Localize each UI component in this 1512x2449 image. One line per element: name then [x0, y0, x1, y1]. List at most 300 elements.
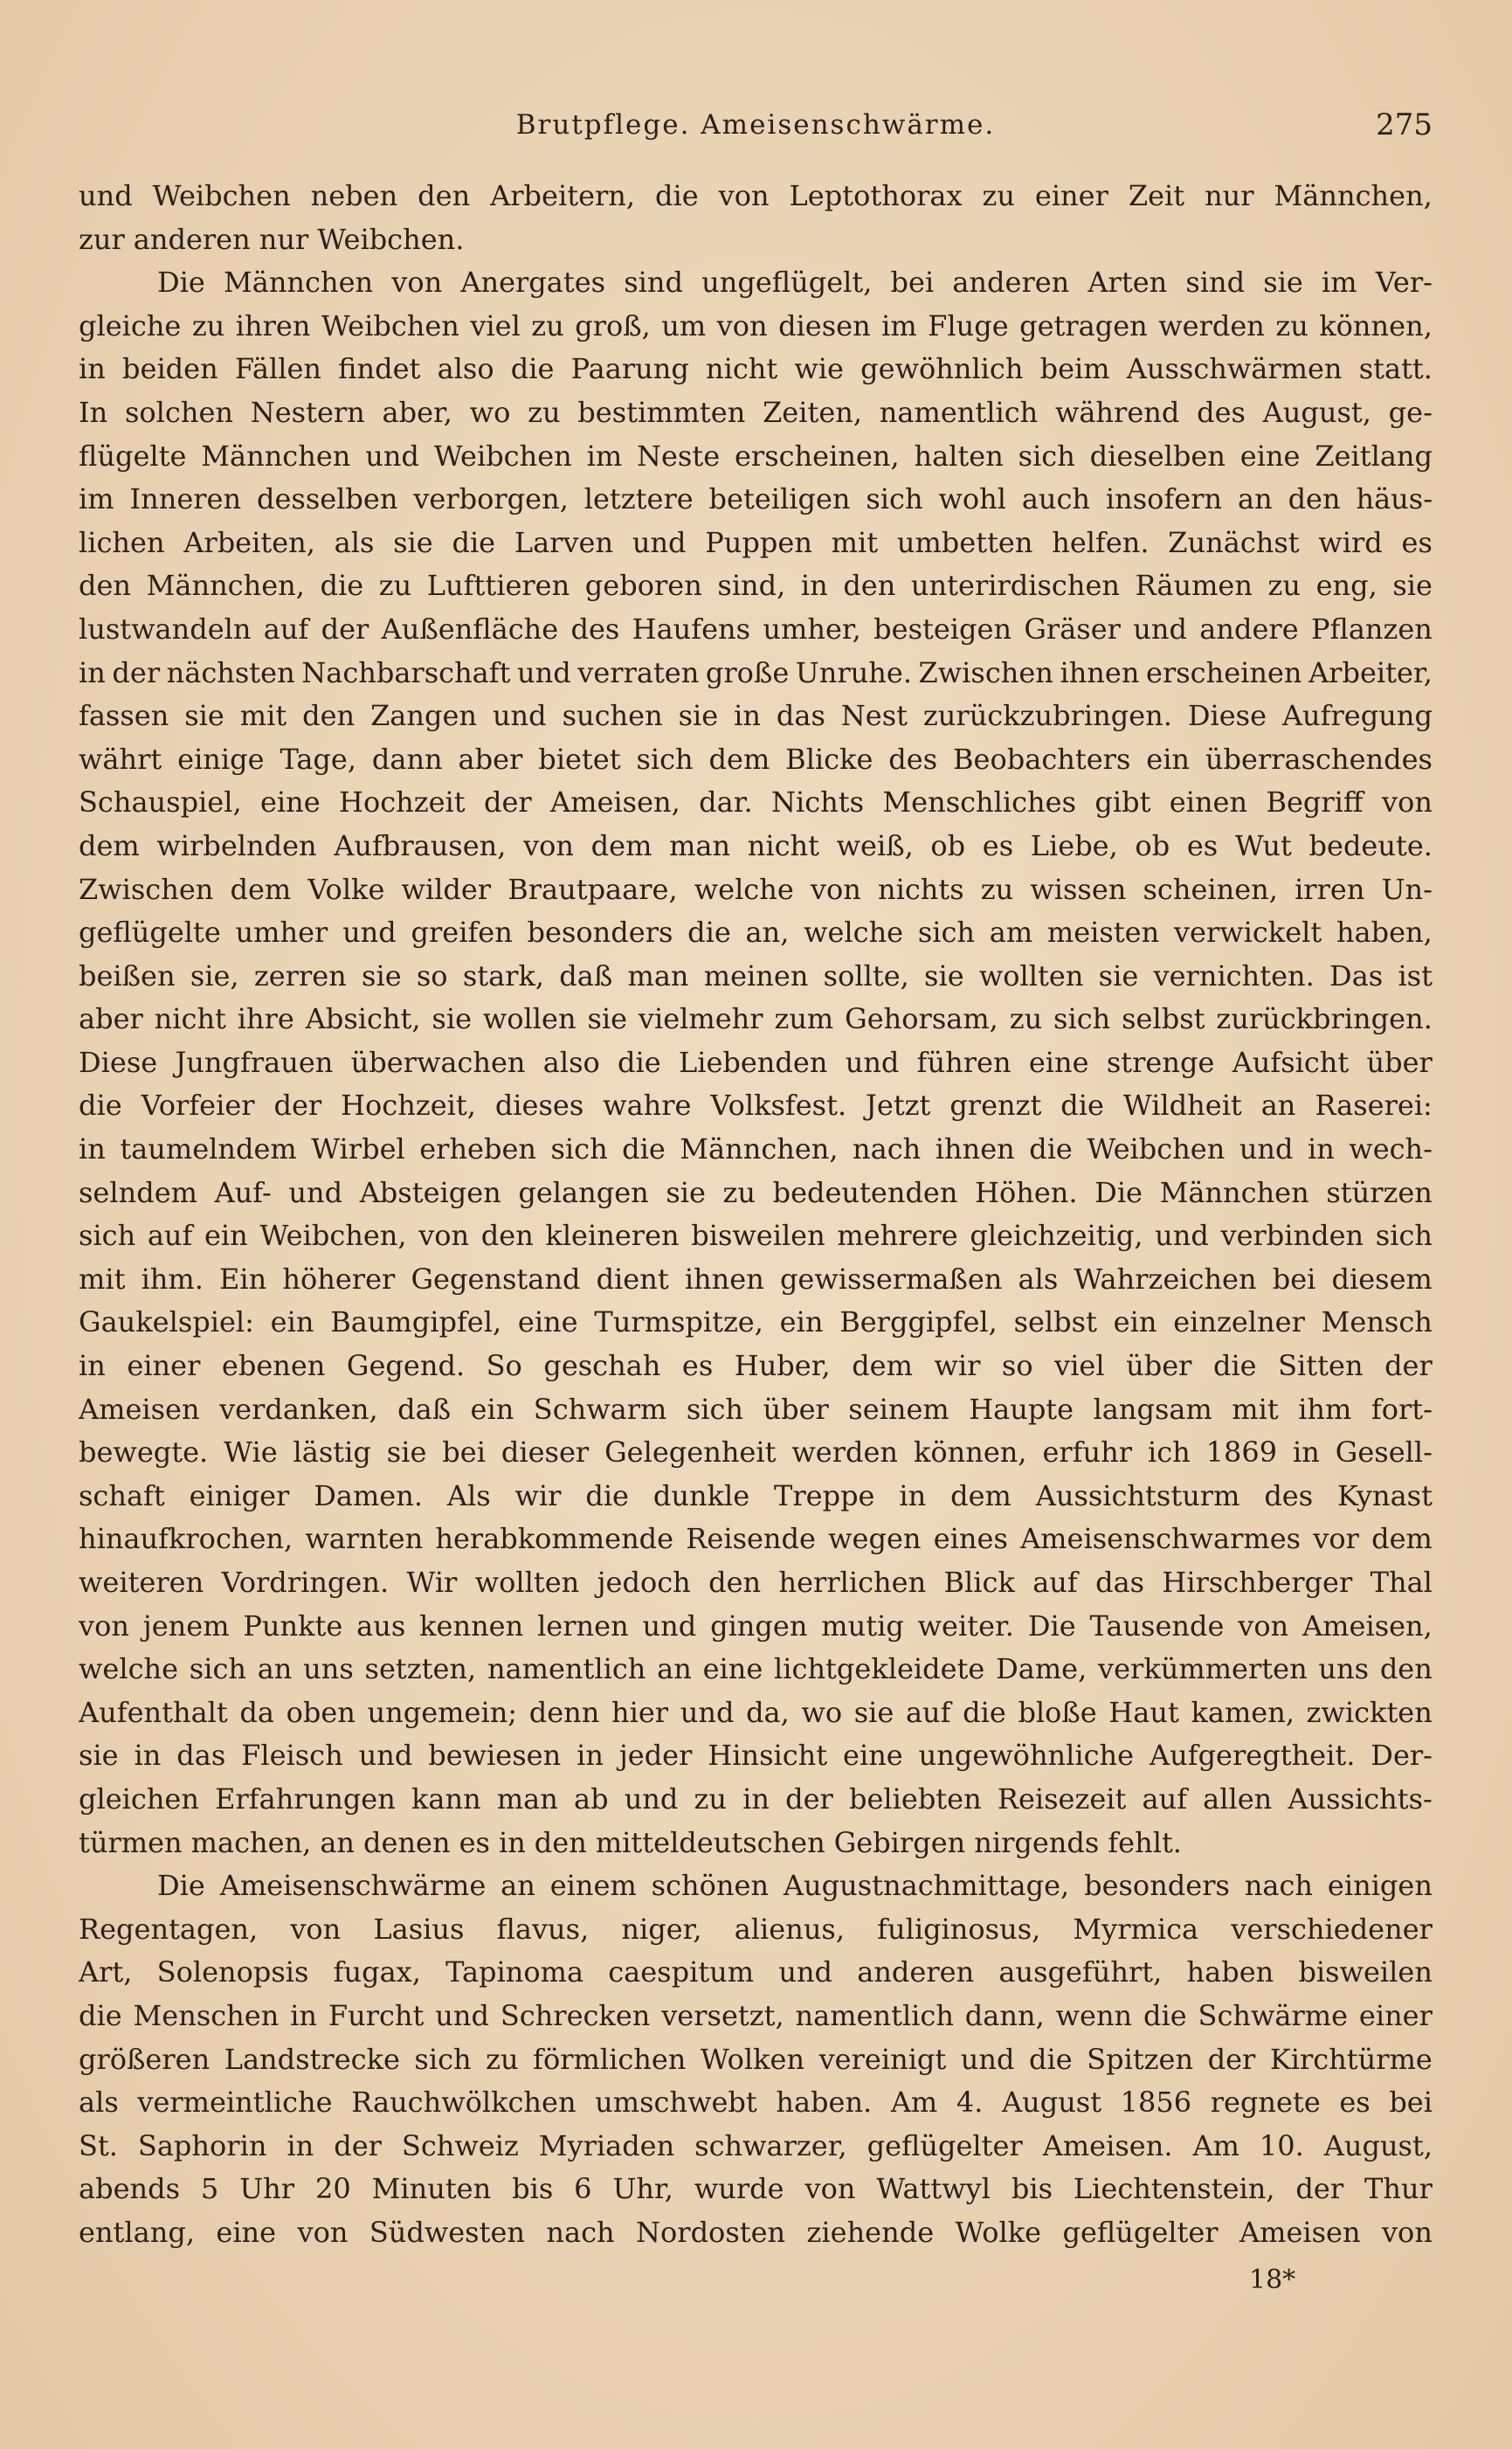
word: nicht	[706, 352, 778, 386]
word: gelangen	[518, 1175, 649, 1209]
word: höherer	[282, 1262, 396, 1296]
word: lernen	[537, 1608, 629, 1643]
word: also	[542, 1045, 600, 1079]
word: da,	[746, 1695, 790, 1729]
word: neben	[310, 179, 398, 212]
word: in	[742, 1781, 770, 1816]
word: an	[1238, 482, 1273, 516]
word: Ameisenschwarmes	[1020, 1522, 1301, 1556]
word: eng,	[1315, 569, 1377, 603]
text-line	[79, 1648, 1433, 1691]
word: Anergates	[460, 266, 606, 300]
word: sich	[917, 916, 976, 950]
word: Weibchen	[433, 439, 572, 473]
text-line	[79, 1951, 1433, 1995]
word: nach	[853, 1132, 922, 1166]
text-line	[79, 435, 1433, 479]
word: es	[1186, 828, 1219, 862]
word: 1856	[1120, 2086, 1192, 2120]
text-line	[79, 2081, 1433, 2125]
word: 1869	[1205, 1436, 1278, 1470]
word: Ameisen,	[1302, 1608, 1433, 1643]
word: vor	[1313, 1522, 1359, 1556]
word: werden	[1158, 308, 1265, 342]
word: dient	[596, 1262, 669, 1296]
word: eines	[933, 1522, 1008, 1556]
word: Aufbrausen,	[334, 828, 507, 862]
word: sie	[1392, 569, 1433, 603]
word: Ameisen.	[1042, 2128, 1173, 2162]
word: Männchen	[223, 266, 374, 300]
word: meisten	[1046, 916, 1160, 950]
text-line	[79, 695, 1433, 738]
word: Wirbel	[311, 1132, 405, 1166]
word: dar.	[699, 785, 753, 820]
word: bisweilen	[1298, 1955, 1433, 1989]
word: der	[483, 785, 532, 820]
text-line	[79, 1345, 1433, 1388]
word: August,	[1262, 395, 1371, 429]
word: sich	[1375, 1219, 1433, 1253]
word: dem	[79, 828, 140, 862]
word: und	[79, 179, 133, 212]
word: kennen	[419, 1608, 524, 1643]
word: lästig	[293, 1436, 371, 1470]
word: Wie	[224, 1436, 278, 1470]
word: wilder	[401, 872, 492, 906]
word: mit	[1232, 1392, 1279, 1426]
word: schaft	[79, 1478, 165, 1512]
word: nach	[1244, 1869, 1314, 1903]
text-line	[79, 1475, 1433, 1519]
word: Gebirgen	[833, 1825, 966, 1859]
word: dieselben	[1089, 439, 1225, 473]
word: uns	[1318, 1652, 1370, 1686]
word: welche	[79, 1652, 179, 1686]
word: jenem	[142, 1608, 230, 1643]
text-line	[79, 608, 1433, 652]
word: kleineren	[545, 1219, 680, 1253]
word: während	[1054, 395, 1180, 429]
word: über	[763, 1392, 829, 1426]
word: zwickten	[1306, 1695, 1433, 1729]
word: geflügelte	[79, 916, 221, 950]
word: lichen	[79, 525, 165, 559]
word: Fällen	[234, 352, 321, 386]
text-line	[79, 1128, 1433, 1172]
word: Die	[157, 266, 205, 300]
word: ist	[1398, 958, 1433, 993]
word: nächsten	[166, 655, 295, 689]
word: beiden	[122, 352, 218, 386]
word: herabkommende	[435, 1522, 674, 1556]
word: geflügelter	[866, 2128, 1023, 2162]
word: können,	[913, 1436, 1027, 1470]
word: entlang,	[79, 2215, 195, 2249]
word: dem	[852, 1349, 913, 1383]
word: ein	[204, 1219, 248, 1253]
word: fehlt.	[1108, 1825, 1182, 1859]
word: und	[632, 525, 687, 559]
word: ihren	[235, 308, 311, 342]
word: ihm.	[141, 1262, 204, 1296]
word: werden	[791, 1436, 899, 1470]
word: Menschen	[133, 1998, 280, 2032]
word: Vordringen.	[221, 1566, 390, 1599]
word: Wattwyl	[876, 2172, 991, 2206]
word: Begriff	[1266, 785, 1364, 820]
word: besonders	[527, 916, 673, 950]
word: dieses	[494, 1089, 584, 1123]
word: Gelegenheit	[604, 1436, 777, 1470]
text-line	[79, 218, 1433, 262]
word: Jetzt	[866, 1089, 931, 1123]
word: zu	[1009, 1002, 1043, 1036]
word: sie	[678, 699, 719, 733]
word: Nachbarschaft	[301, 655, 511, 689]
word: Zeiten,	[763, 395, 863, 429]
word: und	[642, 1608, 697, 1643]
word: ungeflügelt,	[701, 266, 873, 300]
word: haben,	[1336, 916, 1433, 950]
word: der	[112, 655, 161, 689]
word: Reisende	[686, 1522, 816, 1556]
word: sich	[189, 1652, 246, 1686]
word: Männchen	[201, 439, 351, 473]
word: ihre	[237, 1002, 294, 1036]
word: besteigen	[873, 612, 1012, 646]
word: wollten	[474, 1566, 580, 1599]
word: letztere	[583, 482, 694, 516]
word: kann	[411, 1781, 481, 1816]
word: ausgeführt,	[998, 1955, 1163, 1989]
text-line	[79, 1822, 1433, 1865]
word: hinaufkrochen,	[79, 1522, 293, 1556]
word: Gegend.	[346, 1349, 466, 1383]
word: zu	[191, 308, 225, 342]
word: Die	[1094, 1175, 1143, 1209]
word: taumelndem	[120, 1132, 297, 1166]
word: einen	[1169, 785, 1248, 820]
word: Haut	[1108, 1695, 1179, 1729]
word: fort-	[1370, 1392, 1433, 1426]
word: sie	[386, 1436, 427, 1470]
word: des	[1197, 395, 1246, 429]
word: haben.	[776, 2086, 873, 2120]
word: sie	[1263, 266, 1303, 300]
word: die	[79, 1089, 122, 1123]
word: währt	[79, 742, 162, 776]
word: auf	[1142, 1781, 1188, 1816]
word: Rauchwölkchen	[351, 2086, 576, 2120]
word: Diese	[1187, 699, 1267, 733]
word: solchen	[124, 395, 233, 429]
word: Vorfeier	[141, 1089, 255, 1123]
word: eine	[259, 785, 321, 820]
word: sie	[79, 1739, 119, 1773]
word: Tapinoma	[445, 1955, 584, 1989]
word: gibt	[1094, 785, 1151, 820]
text-line	[79, 1172, 1433, 1215]
word: einer	[1034, 179, 1108, 212]
word: weiteren	[79, 1566, 204, 1599]
word: vermeintliche	[137, 2086, 333, 2120]
word: sie	[393, 525, 433, 559]
word: unterirdischen	[910, 569, 1120, 603]
word: den	[843, 569, 896, 603]
word: ihm	[1298, 1392, 1352, 1426]
word: sie	[853, 1695, 894, 1729]
word: von	[391, 266, 443, 300]
word: zurückbringen.	[1216, 1002, 1433, 1036]
word: zu	[378, 569, 412, 603]
word: Beobachters	[953, 742, 1131, 776]
word: Außenfläche	[381, 612, 559, 646]
word: dem	[950, 1478, 1011, 1512]
word: Liechtenstein,	[1073, 2172, 1275, 2206]
word: einer	[1358, 1998, 1433, 2032]
word: dunkle	[652, 1478, 750, 1512]
word: statt.	[1358, 352, 1433, 386]
word: groß,	[575, 308, 651, 342]
word: greifen	[411, 916, 513, 950]
word: im	[1322, 266, 1357, 300]
word: einzelner	[1173, 1305, 1305, 1339]
word: und	[1155, 1219, 1209, 1253]
word: den	[1288, 482, 1341, 516]
word: ihnen	[1060, 655, 1140, 689]
word: denn	[528, 1695, 600, 1729]
word: 5	[200, 2172, 219, 2206]
word: stark,	[462, 958, 545, 993]
word: Nestern	[250, 395, 365, 429]
text-line	[79, 955, 1433, 999]
word: erheben	[419, 1132, 537, 1166]
word: Aufgeregtheit.	[1150, 1739, 1356, 1773]
word: und	[1239, 1132, 1294, 1166]
word: den	[1379, 1652, 1433, 1686]
word: herrlichen	[778, 1566, 927, 1599]
word: Blicke	[785, 742, 873, 776]
word: sich	[686, 1392, 743, 1426]
word: Erfahrungen	[215, 1781, 396, 1816]
word: von	[718, 179, 770, 212]
word: viel	[470, 308, 521, 342]
word: eine	[517, 1305, 578, 1339]
word: die	[618, 1045, 661, 1079]
word: Augustnachmittage,	[783, 1869, 1070, 1903]
word: türmen	[79, 1825, 183, 1859]
word: anderen	[133, 222, 251, 256]
word: die	[585, 1478, 629, 1512]
word: Inneren	[129, 482, 242, 516]
word: von	[523, 828, 575, 862]
word: verborgen,	[413, 482, 569, 516]
word: auch	[1021, 482, 1091, 516]
word: Der-	[1370, 1739, 1433, 1773]
word: ob	[930, 828, 966, 862]
word: Regentagen,	[79, 1912, 259, 1946]
text-line	[79, 781, 1433, 825]
word: Art,	[79, 1955, 133, 1989]
word: so	[1001, 1349, 1033, 1383]
word: der	[1207, 2042, 1256, 2076]
text-line	[79, 1084, 1433, 1128]
word: aber,	[382, 395, 452, 429]
word: zu	[980, 872, 1014, 906]
word: Minuten	[371, 2172, 492, 2206]
text-line	[79, 652, 1433, 695]
word: Volke	[307, 872, 385, 906]
word: und	[288, 1175, 343, 1209]
word: zu	[982, 179, 1015, 212]
word: um	[661, 308, 707, 342]
word: dem	[1371, 1522, 1433, 1556]
word: Fleisch	[241, 1739, 343, 1773]
word: in	[134, 1739, 162, 1773]
word: eine	[702, 1652, 763, 1686]
word: beißen	[79, 958, 176, 993]
word: Un-	[1381, 872, 1433, 906]
word: stürzen	[1326, 1175, 1433, 1209]
word: setzten,	[364, 1652, 477, 1686]
word: der	[321, 612, 369, 646]
word: vereinigt	[818, 2042, 947, 2076]
word: zerren	[253, 958, 347, 993]
word: weiß,	[836, 828, 914, 862]
word: einiger	[189, 1478, 290, 1512]
word: häus-	[1356, 482, 1433, 516]
text-line	[79, 175, 1433, 218]
word: sollte,	[823, 958, 909, 993]
word: ge-	[1388, 395, 1433, 429]
word: die	[1143, 1998, 1187, 2032]
word: nach	[546, 2215, 615, 2249]
word: suchen	[562, 699, 663, 733]
body-text	[79, 175, 1433, 2255]
word: förmlichen	[533, 2042, 687, 2076]
word: der	[1295, 2172, 1344, 2206]
word: größeren	[79, 2042, 211, 2076]
word: es	[459, 1825, 490, 1859]
word: eine	[1239, 439, 1301, 473]
word: sie	[924, 958, 964, 993]
word: bisweilen	[691, 1219, 825, 1253]
word: Thur	[1364, 2172, 1433, 2206]
word: und	[845, 1045, 900, 1079]
word: Ein	[219, 1262, 267, 1296]
word: Uhr	[239, 2172, 295, 2206]
word: uns	[303, 1652, 354, 1686]
word: Ausschwärmen	[1126, 352, 1343, 386]
word: auf	[1032, 1566, 1078, 1599]
word: Kirchtürme	[1269, 2042, 1433, 2076]
word: im	[79, 482, 114, 516]
word: die	[1060, 1089, 1104, 1123]
word: Neste	[636, 439, 721, 473]
word: anderen	[857, 1955, 975, 1989]
word: bedeute.	[1308, 828, 1433, 862]
word: machen,	[190, 1825, 312, 1859]
word: sich	[550, 1132, 608, 1166]
word: mehrere	[837, 1219, 958, 1253]
word: verbinden	[1220, 1219, 1364, 1253]
word: viel	[1054, 1349, 1105, 1383]
word: an	[657, 1652, 692, 1686]
word: sich	[636, 742, 694, 776]
text-line	[79, 1734, 1433, 1778]
word: umbetten	[896, 525, 1033, 559]
word: sich	[1053, 1002, 1111, 1036]
word: Hochzeit,	[341, 1089, 476, 1123]
word: in	[79, 1132, 106, 1166]
word: zu	[722, 1175, 756, 1209]
word: es	[982, 828, 1014, 862]
word: Aufenthalt	[79, 1695, 228, 1729]
word: Gaukelspiel:	[79, 1305, 254, 1339]
word: sie	[1098, 958, 1139, 993]
word: Liebenden	[678, 1045, 828, 1079]
word: Jungfrauen	[175, 1045, 334, 1079]
word: das	[1095, 1566, 1145, 1599]
word: wie	[794, 352, 844, 386]
word: Zwischen	[918, 655, 1053, 689]
word: zu	[1275, 308, 1308, 342]
word: einige	[177, 742, 265, 776]
word: ein	[470, 1392, 514, 1426]
word: ein	[1146, 742, 1191, 776]
word: in	[79, 1349, 106, 1383]
word: in	[734, 699, 761, 733]
word: Liebe,	[1030, 828, 1118, 862]
word: nirgends	[974, 1825, 1100, 1859]
word: Wahrzeichen	[1074, 1262, 1257, 1296]
word: Hochzeit	[339, 785, 466, 820]
word: diesem	[1331, 1262, 1433, 1296]
word: vielmehr	[638, 1002, 763, 1036]
word: an,	[745, 916, 790, 950]
word: nichts	[877, 872, 964, 906]
word: welche	[694, 872, 794, 906]
word: von	[418, 1219, 470, 1253]
word: beliebten	[848, 1781, 982, 1816]
word: ziehende	[806, 2215, 935, 2249]
word: Paarung	[570, 352, 689, 386]
word: Männchen,	[680, 1132, 839, 1166]
word: von	[1381, 2215, 1433, 2249]
word: schönen	[651, 1869, 770, 1903]
word: auf	[147, 1219, 193, 1253]
word: zu	[528, 395, 561, 429]
word: und	[624, 1781, 679, 1816]
word: in	[79, 655, 106, 689]
word: Gräser	[1024, 612, 1121, 646]
word: Weibchen.	[317, 222, 465, 256]
word: der	[273, 1089, 322, 1123]
word: und	[365, 439, 419, 473]
word: hier	[611, 1695, 669, 1729]
word: ungewöhnliche	[918, 1739, 1135, 1773]
word: wo	[801, 1695, 843, 1729]
word: sind	[1185, 266, 1246, 300]
word: Turmspitze,	[594, 1305, 763, 1339]
word: Nordosten	[636, 2215, 786, 2249]
word: Hirschberger	[1162, 1566, 1353, 1599]
word: ich	[1147, 1436, 1191, 1470]
word: Aussichts-	[1288, 1781, 1433, 1816]
word: bewiesen	[428, 1739, 562, 1773]
word: zurückzubringen.	[922, 699, 1172, 733]
